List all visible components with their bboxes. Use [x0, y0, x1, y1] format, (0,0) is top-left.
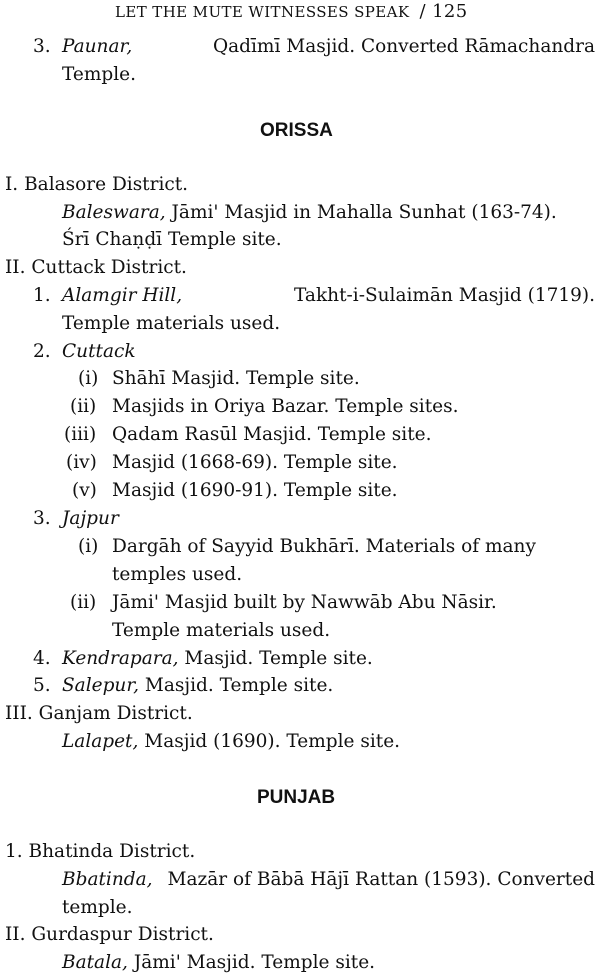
entry-text: temple. — [62, 897, 133, 918]
entry-alamgir-hill: Alamgir Hill, Takht-i-Sulaimān Masjid (1719). — [62, 285, 595, 306]
sub-entry: Jāmi' Masjid built by Nawwāb Abu Nāsir. — [112, 592, 497, 613]
place-name: Bbatinda, — [62, 869, 153, 890]
district-heading: II. Gurdaspur District. — [5, 924, 214, 945]
list-number: 4. — [33, 648, 51, 669]
sub-entry: Masjid (1668-69). Temple site. — [112, 452, 398, 473]
place-name: Paunar, — [62, 36, 133, 57]
sub-entry: Qadam Rasūl Masjid. Temple site. — [112, 424, 432, 445]
list-number: 5. — [33, 675, 51, 696]
place-name: Alamgir Hill, — [62, 285, 183, 306]
sub-entry: Masjids in Oriya Bazar. Temple sites. — [112, 396, 459, 417]
section-heading-orissa: ORISSA — [260, 120, 333, 141]
sub-roman: (ii) — [70, 592, 97, 613]
district-heading: III. Ganjam District. — [5, 703, 193, 724]
entry-jajpur — [62, 510, 119, 529]
entry-text: Temple materials used. — [62, 313, 281, 334]
running-title: LET THE MUTE WITNESSES SPEAK — [115, 3, 410, 21]
list-number: 1. — [33, 285, 51, 306]
entry-paunar: Paunar, Qadīmī Masjid. Converted Rāmachandra — [62, 36, 595, 57]
place-name: Lalapet, — [62, 731, 139, 752]
entry-kendrapara: Kendrapara, Masjid. Temple site. — [62, 648, 373, 669]
sub-entry-continued: Temple materials used. — [112, 620, 331, 641]
list-number: 3. — [33, 36, 51, 57]
district-heading: 1. Bhatinda District. — [5, 841, 196, 862]
list-number: 2. — [33, 341, 51, 362]
sub-entry-continued: temples used. — [112, 564, 243, 585]
sub-roman: (i) — [78, 368, 99, 389]
section-heading-punjab: PUNJAB — [257, 787, 336, 808]
place-name: Salepur, — [62, 675, 140, 696]
sub-roman: (iv) — [66, 452, 97, 473]
entry-batala: Batala, Jāmi' Masjid. Temple site. — [62, 952, 376, 973]
place-name: Jajpur — [62, 508, 119, 529]
place-name: Batala, — [62, 952, 128, 973]
place-name: Cuttack — [62, 341, 136, 362]
list-number: 3. — [33, 508, 51, 529]
sub-entry: Shāhī Masjid. Temple site. — [112, 368, 360, 389]
sub-entry: Dargāh of Sayyid Bukhārī. Materials of many — [112, 536, 536, 557]
entry-bhatinda: Bbatinda, Mazār of Bābā Hājī Rattan (1593). Converted — [62, 869, 595, 890]
place-name: Baleswara, — [62, 202, 166, 223]
entry-text: Śrī Chaṇḍī Temple site. — [62, 229, 282, 250]
district-heading: II. Cuttack District. — [5, 257, 187, 278]
sub-roman: (v) — [72, 480, 97, 501]
entry-baleswara: Baleswara, Jāmi' Masjid in Mahalla Sunhat (163-74). — [62, 202, 557, 223]
district-heading: I. Balasore District. — [5, 174, 189, 195]
entry-text: Temple. — [62, 64, 136, 85]
sub-roman: (ii) — [70, 396, 97, 417]
running-header — [115, 3, 468, 21]
place-name: Kendrapara, — [62, 648, 179, 669]
entry-cuttack — [62, 343, 136, 362]
entry-salepur: Salepur, Masjid. Temple site. — [62, 675, 334, 696]
entry-lalapet: Lalapet, Masjid (1690). Temple site. — [62, 731, 401, 752]
sub-roman: (iii) — [64, 424, 97, 445]
sub-entry: Masjid (1690-91). Temple site. — [112, 480, 398, 501]
page-number: / 125 — [419, 1, 468, 22]
sub-roman: (i) — [78, 536, 99, 557]
